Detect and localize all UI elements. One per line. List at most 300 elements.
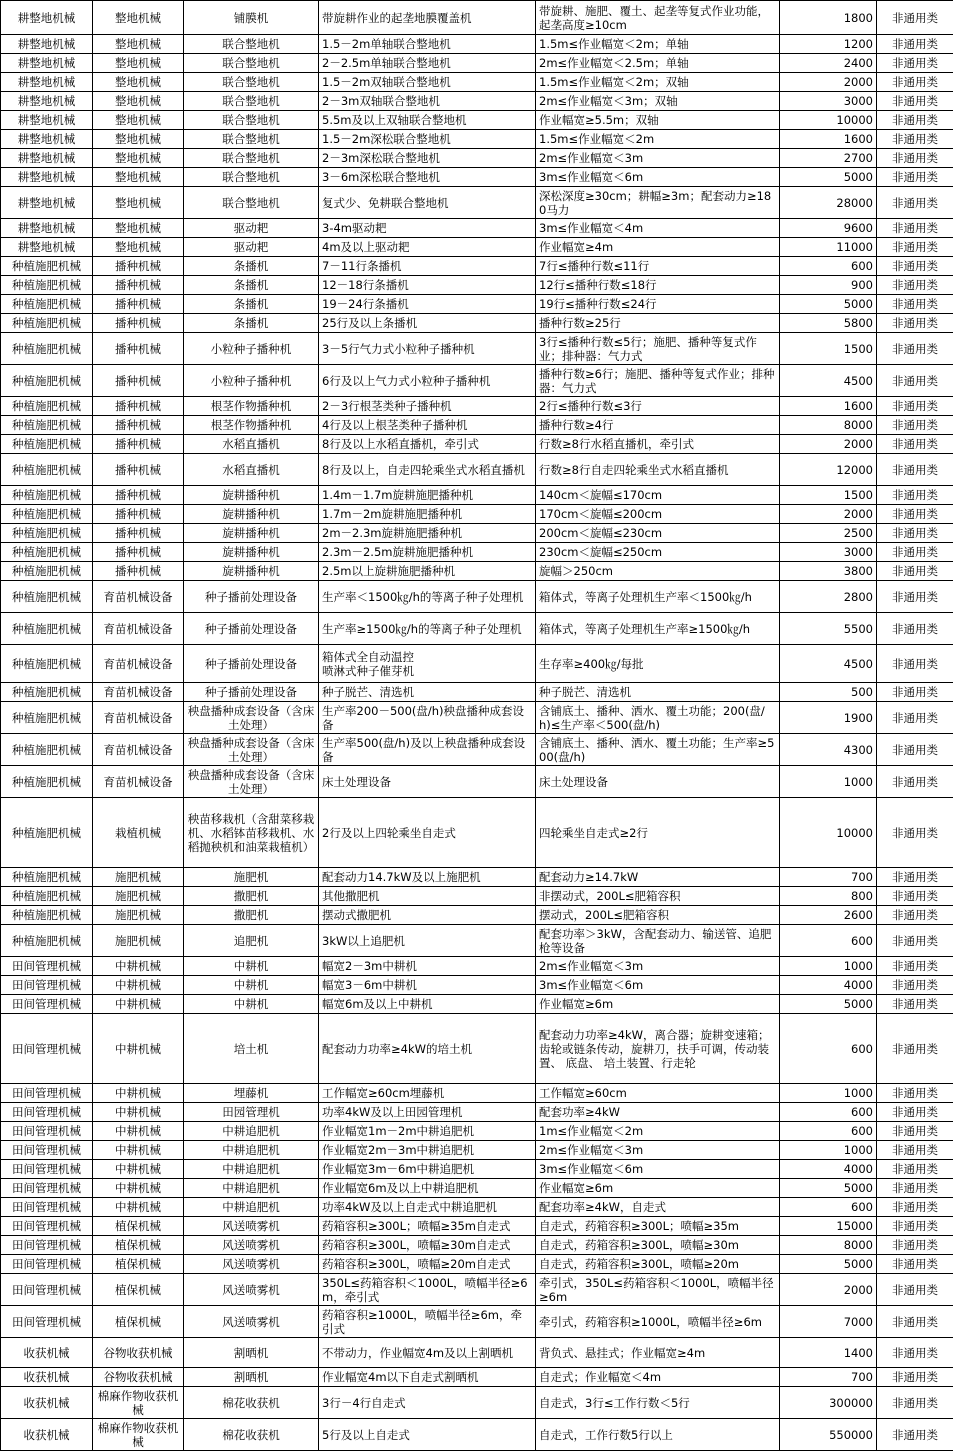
subcategory-cell: 植保机械 xyxy=(93,1274,184,1306)
grade-cell: 药箱容积≥300L；喷幅≥35m自走式 xyxy=(319,1217,536,1236)
amount-cell: 2600 xyxy=(780,906,877,925)
grade-cell: 7－11行条播机 xyxy=(319,257,536,276)
item-cell: 秧盘播种成套设备（含床土处理） xyxy=(184,766,319,798)
spec-cell: 含铺底土、播种、洒水、覆土功能；200(盘/h)≤生产率＜500(盘/h) xyxy=(536,702,780,734)
grade-cell: 8行及以上，自走四轮乘坐式水稻直播机 xyxy=(319,454,536,486)
spec-cell: 播种行数≥4行 xyxy=(536,416,780,435)
category-cell: 种植施肥机械 xyxy=(1,454,93,486)
spec-cell: 工作幅宽≥60cm xyxy=(536,1084,780,1103)
category-cell: 田间管理机械 xyxy=(1,995,93,1014)
table-row xyxy=(1,333,953,365)
amount-cell: 1000 xyxy=(780,1084,877,1103)
table-row xyxy=(1,365,953,397)
type-cell: 非通用类 xyxy=(877,798,953,868)
category-cell: 种植施肥机械 xyxy=(1,505,93,524)
subcategory-cell: 中耕机械 xyxy=(93,1014,184,1084)
subcategory-cell: 播种机械 xyxy=(93,333,184,365)
spec-cell: 2m≤作业幅宽＜3m xyxy=(536,1141,780,1160)
grade-cell: 作业幅宽6m及以上中耕追肥机 xyxy=(319,1179,536,1198)
table-row xyxy=(1,505,953,524)
category-cell: 耕整地机械 xyxy=(1,130,93,149)
spec-cell: 非摆动式，200L≤肥箱容积 xyxy=(536,887,780,906)
amount-cell: 4500 xyxy=(780,365,877,397)
item-cell: 水稻直播机 xyxy=(184,435,319,454)
category-cell: 种植施肥机械 xyxy=(1,276,93,295)
amount-cell: 500 xyxy=(780,683,877,702)
spec-cell: 1.5m≤作业幅宽＜2m xyxy=(536,130,780,149)
spec-cell: 作业幅宽≥6m xyxy=(536,995,780,1014)
type-cell: 非通用类 xyxy=(877,435,953,454)
table-row xyxy=(1,734,953,766)
item-cell: 棉花收获机 xyxy=(184,1387,319,1419)
amount-cell: 5000 xyxy=(780,295,877,314)
grade-cell: 摆动式撒肥机 xyxy=(319,906,536,925)
category-cell: 种植施肥机械 xyxy=(1,543,93,562)
grade-cell: 功率4kW及以上自走式中耕追肥机 xyxy=(319,1198,536,1217)
item-cell: 联合整地机 xyxy=(184,111,319,130)
spec-cell: 摆动式，200L≤肥箱容积 xyxy=(536,906,780,925)
item-cell: 旋耕播种机 xyxy=(184,505,319,524)
table-row xyxy=(1,1368,953,1387)
grade-cell: 生产率500(盘/h)及以上秧盘播种成套设备 xyxy=(319,734,536,766)
spec-cell: 种子脱芒、清选机 xyxy=(536,683,780,702)
table-row xyxy=(1,645,953,683)
table-row xyxy=(1,1217,953,1236)
grade-cell: 工作幅宽≥60cm埋藤机 xyxy=(319,1084,536,1103)
type-cell: 非通用类 xyxy=(877,1338,953,1368)
type-cell: 非通用类 xyxy=(877,766,953,798)
category-cell: 种植施肥机械 xyxy=(1,702,93,734)
grade-cell: 5行及以上自走式 xyxy=(319,1419,536,1451)
item-cell: 割晒机 xyxy=(184,1368,319,1387)
type-cell: 非通用类 xyxy=(877,734,953,766)
spec-cell: 3m≤作业幅宽＜4m xyxy=(536,219,780,238)
amount-cell: 8000 xyxy=(780,416,877,435)
type-cell: 非通用类 xyxy=(877,1103,953,1122)
item-cell: 联合整地机 xyxy=(184,168,319,187)
amount-cell: 1000 xyxy=(780,957,877,976)
subcategory-cell: 施肥机械 xyxy=(93,906,184,925)
subcategory-cell: 整地机械 xyxy=(93,168,184,187)
spec-cell: 230cm＜旋幅≤250cm xyxy=(536,543,780,562)
subcategory-cell: 施肥机械 xyxy=(93,925,184,957)
type-cell: 非通用类 xyxy=(877,976,953,995)
spec-cell: 作业幅宽≥6m xyxy=(536,1179,780,1198)
subcategory-cell: 育苗机械设备 xyxy=(93,581,184,613)
item-cell: 埋藤机 xyxy=(184,1084,319,1103)
type-cell: 非通用类 xyxy=(877,486,953,505)
amount-cell: 2000 xyxy=(780,505,877,524)
category-cell: 种植施肥机械 xyxy=(1,798,93,868)
category-cell: 田间管理机械 xyxy=(1,1274,93,1306)
item-cell: 中耕追肥机 xyxy=(184,1160,319,1179)
subcategory-cell: 中耕机械 xyxy=(93,1141,184,1160)
category-cell: 种植施肥机械 xyxy=(1,581,93,613)
amount-cell: 5000 xyxy=(780,1179,877,1198)
subcategory-cell: 中耕机械 xyxy=(93,957,184,976)
amount-cell: 9600 xyxy=(780,219,877,238)
item-cell: 种子播前处理设备 xyxy=(184,683,319,702)
table-row xyxy=(1,1179,953,1198)
type-cell: 非通用类 xyxy=(877,581,953,613)
grade-cell: 作业幅宽4m以下自走式割晒机 xyxy=(319,1368,536,1387)
subcategory-cell: 播种机械 xyxy=(93,257,184,276)
table-row xyxy=(1,1,953,35)
spec-cell: 牵引式，药箱容积≥1000L，喷幅半径≥6m xyxy=(536,1306,780,1338)
type-cell: 非通用类 xyxy=(877,111,953,130)
grade-cell: 25行及以上条播机 xyxy=(319,314,536,333)
spec-cell: 1.5m≤作业幅宽＜2m；双轴 xyxy=(536,73,780,92)
type-cell: 非通用类 xyxy=(877,187,953,219)
amount-cell: 5800 xyxy=(780,314,877,333)
grade-cell: 功率4kW及以上田园管理机 xyxy=(319,1103,536,1122)
table-row xyxy=(1,1103,953,1122)
item-cell: 秧苗移栽机（含甜菜移栽机、水稻钵苗移栽机、水稻抛秧机和油菜栽植机） xyxy=(184,798,319,868)
spec-cell: 作业幅宽≥4m xyxy=(536,238,780,257)
category-cell: 收获机械 xyxy=(1,1368,93,1387)
subcategory-cell: 中耕机械 xyxy=(93,1160,184,1179)
subcategory-cell: 播种机械 xyxy=(93,314,184,333)
category-cell: 田间管理机械 xyxy=(1,1103,93,1122)
table-row xyxy=(1,454,953,486)
grade-cell: 生产率＜1500㎏/h的等离子种子处理机 xyxy=(319,581,536,613)
spec-cell: 配套功率≥4kW xyxy=(536,1103,780,1122)
spec-cell: 3行≤播种行数≤5行；施肥、播种等复式作业；排种器：气力式 xyxy=(536,333,780,365)
subcategory-cell: 中耕机械 xyxy=(93,1103,184,1122)
table-row xyxy=(1,1122,953,1141)
spec-cell: 自走式，药箱容积≥300L，喷幅≥20m xyxy=(536,1255,780,1274)
spec-cell: 自走式，药箱容积≥300L；喷幅≥35m xyxy=(536,1217,780,1236)
item-cell: 撒肥机 xyxy=(184,887,319,906)
table-row xyxy=(1,54,953,73)
table-row xyxy=(1,562,953,581)
type-cell: 非通用类 xyxy=(877,454,953,486)
type-cell: 非通用类 xyxy=(877,1368,953,1387)
type-cell: 非通用类 xyxy=(877,1419,953,1451)
item-cell: 水稻直播机 xyxy=(184,454,319,486)
type-cell: 非通用类 xyxy=(877,314,953,333)
grade-cell: 复式少、免耕联合整地机 xyxy=(319,187,536,219)
type-cell: 非通用类 xyxy=(877,416,953,435)
type-cell: 非通用类 xyxy=(877,1198,953,1217)
type-cell: 非通用类 xyxy=(877,73,953,92)
item-cell: 联合整地机 xyxy=(184,187,319,219)
spec-cell: 作业幅宽≥5.5m；双轴 xyxy=(536,111,780,130)
grade-cell: 4行及以上根茎类种子播种机 xyxy=(319,416,536,435)
subcategory-cell: 育苗机械设备 xyxy=(93,766,184,798)
type-cell: 非通用类 xyxy=(877,1084,953,1103)
subcategory-cell: 播种机械 xyxy=(93,397,184,416)
item-cell: 旋耕播种机 xyxy=(184,524,319,543)
item-cell: 风送喷雾机 xyxy=(184,1306,319,1338)
table-row xyxy=(1,868,953,887)
category-cell: 种植施肥机械 xyxy=(1,613,93,645)
type-cell: 非通用类 xyxy=(877,543,953,562)
grade-cell: 3行－4行自走式 xyxy=(319,1387,536,1419)
table-row xyxy=(1,1198,953,1217)
category-cell: 种植施肥机械 xyxy=(1,524,93,543)
subcategory-cell: 播种机械 xyxy=(93,454,184,486)
subcategory-cell: 整地机械 xyxy=(93,219,184,238)
subcategory-cell: 育苗机械设备 xyxy=(93,613,184,645)
item-cell: 中耕追肥机 xyxy=(184,1141,319,1160)
category-cell: 耕整地机械 xyxy=(1,1,93,35)
type-cell: 非通用类 xyxy=(877,505,953,524)
grade-cell: 1.7m－2m旋耕施肥播种机 xyxy=(319,505,536,524)
table-row xyxy=(1,1255,953,1274)
subcategory-cell: 播种机械 xyxy=(93,435,184,454)
grade-cell: 2.3m－2.5m旋耕施肥播种机 xyxy=(319,543,536,562)
item-cell: 风送喷雾机 xyxy=(184,1217,319,1236)
item-cell: 中耕机 xyxy=(184,957,319,976)
item-cell: 驱动耙 xyxy=(184,238,319,257)
subcategory-cell: 育苗机械设备 xyxy=(93,645,184,683)
grade-cell: 生产率≥1500㎏/h的等离子种子处理机 xyxy=(319,613,536,645)
spec-cell: 2行≤播种行数≤3行 xyxy=(536,397,780,416)
table-row xyxy=(1,130,953,149)
category-cell: 田间管理机械 xyxy=(1,976,93,995)
item-cell: 铺膜机 xyxy=(184,1,319,35)
table-row xyxy=(1,168,953,187)
type-cell: 非通用类 xyxy=(877,1274,953,1306)
subcategory-cell: 栽植机械 xyxy=(93,798,184,868)
category-cell: 耕整地机械 xyxy=(1,219,93,238)
category-cell: 种植施肥机械 xyxy=(1,734,93,766)
type-cell: 非通用类 xyxy=(877,1,953,35)
amount-cell: 2400 xyxy=(780,54,877,73)
amount-cell: 4300 xyxy=(780,734,877,766)
category-cell: 耕整地机械 xyxy=(1,73,93,92)
spec-cell: 含铺底土、播种、洒水、覆土功能；生产率≥500(盘/h) xyxy=(536,734,780,766)
table-row xyxy=(1,149,953,168)
grade-cell: 12－18行条播机 xyxy=(319,276,536,295)
subcategory-cell: 整地机械 xyxy=(93,238,184,257)
spec-cell: 牵引式，350L≤药箱容积＜1000L，喷幅半径≥6m xyxy=(536,1274,780,1306)
subcategory-cell: 播种机械 xyxy=(93,505,184,524)
item-cell: 中耕机 xyxy=(184,976,319,995)
subcategory-cell: 中耕机械 xyxy=(93,1122,184,1141)
amount-cell: 600 xyxy=(780,1198,877,1217)
subcategory-cell: 整地机械 xyxy=(93,92,184,111)
item-cell: 中耕追肥机 xyxy=(184,1198,319,1217)
item-cell: 种子播前处理设备 xyxy=(184,581,319,613)
grade-cell: 配套动力功率≥4kW的培土机 xyxy=(319,1014,536,1084)
subcategory-cell: 整地机械 xyxy=(93,130,184,149)
type-cell: 非通用类 xyxy=(877,683,953,702)
amount-cell: 2700 xyxy=(780,149,877,168)
spec-cell: 自走式，3行≤工作行数＜5行 xyxy=(536,1387,780,1419)
grade-cell: 床土处理设备 xyxy=(319,766,536,798)
amount-cell: 700 xyxy=(780,868,877,887)
subcategory-cell: 育苗机械设备 xyxy=(93,702,184,734)
item-cell: 撒肥机 xyxy=(184,906,319,925)
item-cell: 驱动耙 xyxy=(184,219,319,238)
table-row xyxy=(1,187,953,219)
amount-cell: 1400 xyxy=(780,1338,877,1368)
spec-cell: 配套功率＞3kW，含配套动力、输送管、追肥枪等设备 xyxy=(536,925,780,957)
spec-cell: 3m≤作业幅宽＜6m xyxy=(536,1160,780,1179)
category-cell: 田间管理机械 xyxy=(1,1160,93,1179)
type-cell: 非通用类 xyxy=(877,1306,953,1338)
type-cell: 非通用类 xyxy=(877,906,953,925)
subcategory-cell: 育苗机械设备 xyxy=(93,683,184,702)
item-cell: 联合整地机 xyxy=(184,130,319,149)
amount-cell: 600 xyxy=(780,1014,877,1084)
type-cell: 非通用类 xyxy=(877,295,953,314)
grade-cell: 350L≤药箱容积＜1000L，喷幅半径≥6m，牵引式 xyxy=(319,1274,536,1306)
type-cell: 非通用类 xyxy=(877,1014,953,1084)
category-cell: 种植施肥机械 xyxy=(1,766,93,798)
type-cell: 非通用类 xyxy=(877,1160,953,1179)
item-cell: 追肥机 xyxy=(184,925,319,957)
spec-cell: 配套功率≥4kW，自走式 xyxy=(536,1198,780,1217)
amount-cell: 4000 xyxy=(780,976,877,995)
subcategory-cell: 整地机械 xyxy=(93,1,184,35)
category-cell: 田间管理机械 xyxy=(1,1217,93,1236)
spec-cell: 箱体式，等离子处理机生产率≥1500㎏/h xyxy=(536,613,780,645)
amount-cell: 3800 xyxy=(780,562,877,581)
spec-cell: 背负式、悬挂式；作业幅宽≥4m xyxy=(536,1338,780,1368)
category-cell: 收获机械 xyxy=(1,1387,93,1419)
spec-cell: 3m≤作业幅宽＜6m xyxy=(536,168,780,187)
type-cell: 非通用类 xyxy=(877,397,953,416)
spec-cell: 行数≥8行水稻直播机，牵引式 xyxy=(536,435,780,454)
table-row xyxy=(1,1014,953,1084)
table-row xyxy=(1,1306,953,1338)
amount-cell: 5000 xyxy=(780,995,877,1014)
type-cell: 非通用类 xyxy=(877,887,953,906)
type-cell: 非通用类 xyxy=(877,365,953,397)
table-row xyxy=(1,295,953,314)
item-cell: 联合整地机 xyxy=(184,73,319,92)
grade-cell: 幅宽2－3m中耕机 xyxy=(319,957,536,976)
amount-cell: 12000 xyxy=(780,454,877,486)
type-cell: 非通用类 xyxy=(877,1217,953,1236)
item-cell: 联合整地机 xyxy=(184,35,319,54)
amount-cell: 2000 xyxy=(780,73,877,92)
subcategory-cell: 整地机械 xyxy=(93,35,184,54)
category-cell: 种植施肥机械 xyxy=(1,397,93,416)
category-cell: 田间管理机械 xyxy=(1,1306,93,1338)
amount-cell: 1500 xyxy=(780,333,877,365)
grade-cell: 药箱容积≥300L，喷幅≥30m自走式 xyxy=(319,1236,536,1255)
amount-cell: 10000 xyxy=(780,798,877,868)
amount-cell: 600 xyxy=(780,257,877,276)
spec-cell: 自走式，工作行数5行以上 xyxy=(536,1419,780,1451)
amount-cell: 1600 xyxy=(780,397,877,416)
subcategory-cell: 播种机械 xyxy=(93,562,184,581)
spec-cell: 带旋耕、施肥、覆土、起垄等复式作业功能，起垄高度≥10cm xyxy=(536,1,780,35)
grade-cell: 6行及以上气力式小粒种子播种机 xyxy=(319,365,536,397)
subcategory-cell: 整地机械 xyxy=(93,187,184,219)
type-cell: 非通用类 xyxy=(877,1122,953,1141)
item-cell: 施肥机 xyxy=(184,868,319,887)
category-cell: 种植施肥机械 xyxy=(1,645,93,683)
amount-cell: 1600 xyxy=(780,130,877,149)
grade-cell: 2行及以上四轮乘坐自走式 xyxy=(319,798,536,868)
subcategory-cell: 植保机械 xyxy=(93,1236,184,1255)
table-row xyxy=(1,524,953,543)
category-cell: 耕整地机械 xyxy=(1,54,93,73)
grade-cell: 作业幅宽3m－6m中耕追肥机 xyxy=(319,1160,536,1179)
table-row xyxy=(1,1387,953,1419)
item-cell: 旋耕播种机 xyxy=(184,562,319,581)
category-cell: 收获机械 xyxy=(1,1419,93,1451)
subcategory-cell: 整地机械 xyxy=(93,111,184,130)
type-cell: 非通用类 xyxy=(877,613,953,645)
table-row xyxy=(1,1236,953,1255)
amount-cell: 4000 xyxy=(780,1160,877,1179)
amount-cell: 700 xyxy=(780,1368,877,1387)
subcategory-cell: 播种机械 xyxy=(93,276,184,295)
category-cell: 耕整地机械 xyxy=(1,35,93,54)
subcategory-cell: 施肥机械 xyxy=(93,887,184,906)
spec-cell: 2m≤作业幅宽＜3m xyxy=(536,149,780,168)
type-cell: 非通用类 xyxy=(877,562,953,581)
category-cell: 耕整地机械 xyxy=(1,238,93,257)
category-cell: 种植施肥机械 xyxy=(1,416,93,435)
subcategory-cell: 整地机械 xyxy=(93,149,184,168)
grade-cell: 配套动力14.7kW及以上施肥机 xyxy=(319,868,536,887)
spec-cell: 140cm＜旋幅≤170cm xyxy=(536,486,780,505)
spec-cell: 播种行数≥25行 xyxy=(536,314,780,333)
category-cell: 收获机械 xyxy=(1,1338,93,1368)
amount-cell: 2000 xyxy=(780,1274,877,1306)
grade-cell: 2－3m双轴联合整地机 xyxy=(319,92,536,111)
grade-cell: 2－2.5m单轴联合整地机 xyxy=(319,54,536,73)
table-row xyxy=(1,613,953,645)
table-row xyxy=(1,397,953,416)
spec-cell: 自走式，药箱容积≥300L，喷幅≥30m xyxy=(536,1236,780,1255)
table-row xyxy=(1,111,953,130)
grade-cell: 3－5行气力式小粒种子播种机 xyxy=(319,333,536,365)
type-cell: 非通用类 xyxy=(877,524,953,543)
spec-cell: 1.5m≤作业幅宽＜2m；单轴 xyxy=(536,35,780,54)
spec-cell: 170cm＜旋幅≤200cm xyxy=(536,505,780,524)
category-cell: 田间管理机械 xyxy=(1,957,93,976)
amount-cell: 2000 xyxy=(780,435,877,454)
table-row xyxy=(1,416,953,435)
category-cell: 田间管理机械 xyxy=(1,1141,93,1160)
subcategory-cell: 棉麻作物收获机械 xyxy=(93,1387,184,1419)
category-cell: 种植施肥机械 xyxy=(1,435,93,454)
amount-cell: 1200 xyxy=(780,35,877,54)
table-row xyxy=(1,1338,953,1368)
table-row xyxy=(1,976,953,995)
type-cell: 非通用类 xyxy=(877,54,953,73)
item-cell: 条播机 xyxy=(184,314,319,333)
amount-cell: 28000 xyxy=(780,187,877,219)
spec-cell: 箱体式，等离子处理机生产率＜1500㎏/h xyxy=(536,581,780,613)
table-row xyxy=(1,73,953,92)
amount-cell: 800 xyxy=(780,887,877,906)
type-cell: 非通用类 xyxy=(877,925,953,957)
spec-cell: 配套动力≥14.7kW xyxy=(536,868,780,887)
category-cell: 田间管理机械 xyxy=(1,1084,93,1103)
table-row xyxy=(1,887,953,906)
table-row xyxy=(1,957,953,976)
subcategory-cell: 中耕机械 xyxy=(93,1179,184,1198)
table-row xyxy=(1,581,953,613)
amount-cell: 900 xyxy=(780,276,877,295)
subcategory-cell: 中耕机械 xyxy=(93,976,184,995)
item-cell: 风送喷雾机 xyxy=(184,1274,319,1306)
amount-cell: 3000 xyxy=(780,92,877,111)
grade-cell: 作业幅宽2m－3m中耕追肥机 xyxy=(319,1141,536,1160)
type-cell: 非通用类 xyxy=(877,957,953,976)
category-cell: 种植施肥机械 xyxy=(1,314,93,333)
amount-cell: 1500 xyxy=(780,486,877,505)
